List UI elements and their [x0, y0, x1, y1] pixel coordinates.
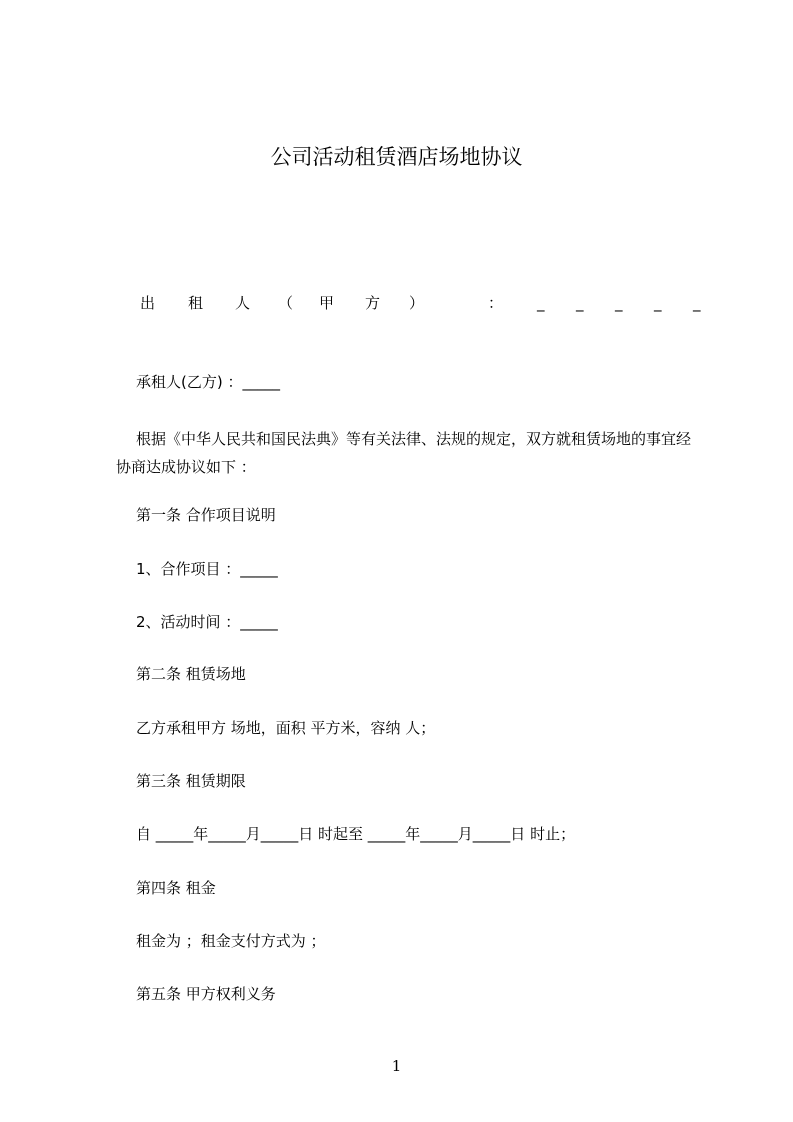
page-title: 公司活动租赁酒店场地协议: [270, 145, 523, 169]
lessor-char: 甲: [319, 294, 335, 312]
article-2-body: 乙方承租甲方 场地，面积 平方米，容纳 人；: [136, 719, 436, 737]
lessor-char: （: [278, 294, 294, 312]
article-3-body: 自 _____年_____月_____日 时起至 _____年_____月_____日 时止；: [136, 825, 576, 843]
lessor-char: _: [615, 294, 623, 312]
article-5-heading: 第五条 甲方权利义务: [136, 985, 276, 1003]
article-1-heading: 第一条 合作项目说明: [136, 506, 276, 524]
article-2-heading: 第二条 租赁场地: [136, 665, 246, 683]
article-4-heading: 第四条 租金: [136, 879, 216, 897]
lessor-char: _: [576, 294, 584, 312]
lessor-char: 出: [140, 294, 156, 312]
article-4-body: 租金为 ；租金支付方式为 ；: [136, 932, 326, 950]
article-3-heading: 第三条 租赁期限: [136, 772, 246, 790]
lessor-char: 租: [188, 294, 204, 312]
lessor-char: ：: [488, 294, 504, 312]
item-1: 1、合作项目 ：_____: [136, 560, 278, 578]
intro-paragraph: 根据《中华人民共和国民法典》等有关法律、法规的规定，双方就租赁场地的事宜经协商达成协议如下 ：: [116, 430, 692, 476]
page-number: 1: [391, 1057, 402, 1075]
lessor-char: _: [654, 294, 662, 312]
lessee-line: 承租人(乙方) ：_____: [136, 373, 280, 391]
lessor-char: _: [537, 294, 545, 312]
lessor-char: _: [693, 294, 701, 312]
lessor-char: 人: [235, 294, 251, 312]
item-2: 2、活动时间 ：_____: [136, 613, 278, 631]
lessor-line: [136, 292, 704, 314]
lessor-char: 方: [365, 294, 381, 312]
lessor-char: ）: [409, 294, 425, 312]
